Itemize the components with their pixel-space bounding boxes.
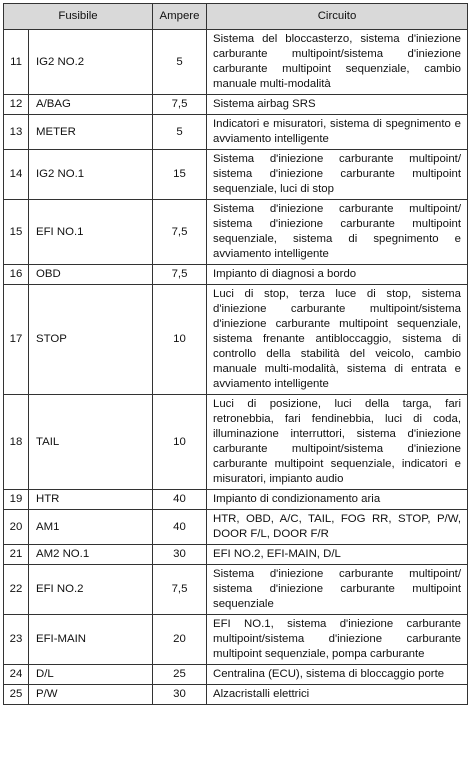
fuse-row [4, 395, 468, 490]
fuse-circuit: Indicatori e misuratori, sistema di spegnimento e avviamento intelligente [207, 115, 468, 150]
header-row [4, 4, 468, 30]
fuse-circuit: Centralina (ECU), sistema di bloccaggio porte [207, 665, 468, 685]
fuse-name: AM1 [29, 510, 153, 545]
fuse-row [4, 95, 468, 115]
fuse-number: 25 [4, 685, 29, 705]
fuse-ampere: 10 [153, 395, 207, 490]
header-ampere: Ampere [153, 4, 207, 30]
fuse-name: IG2 NO.2 [29, 30, 153, 95]
fuse-row [4, 30, 468, 95]
fuse-row [4, 665, 468, 685]
fuse-number: 11 [4, 30, 29, 95]
fuse-name: OBD [29, 265, 153, 285]
fuse-table-body [4, 30, 468, 705]
fuse-circuit: Sistema d'iniezione carburante multipoint/ sistema d'iniezione carburante multipoint sequenziale, sistema di spegnimento e avviamento intelligente [207, 200, 468, 265]
fuse-circuit: Sistema airbag SRS [207, 95, 468, 115]
fuse-circuit: Alzacristalli elettrici [207, 685, 468, 705]
fuse-ampere: 30 [153, 685, 207, 705]
fuse-row [4, 685, 468, 705]
fuse-number: 22 [4, 565, 29, 615]
fuse-ampere: 7,5 [153, 95, 207, 115]
fuse-circuit: Sistema d'iniezione carburante multipoint/ sistema d'iniezione carburante multipoint sequenziale [207, 565, 468, 615]
fuse-ampere: 40 [153, 510, 207, 545]
fuse-number: 14 [4, 150, 29, 200]
fuse-name: A/BAG [29, 95, 153, 115]
fuse-row [4, 265, 468, 285]
fuse-name: METER [29, 115, 153, 150]
fuse-name: HTR [29, 490, 153, 510]
fuse-number: 23 [4, 615, 29, 665]
fuse-ampere: 7,5 [153, 200, 207, 265]
fuse-number: 18 [4, 395, 29, 490]
fuse-name: P/W [29, 685, 153, 705]
fuse-circuit: Luci di posizione, luci della targa, fari retronebbia, fari fendinebbia, luci di coda, illuminazione interruttori, sistema d'iniezione carburante multipoint/sistema d'iniezione carburante multipoint sequenziale, indicatori e misuratori, impianto audio [207, 395, 468, 490]
fuse-number: 16 [4, 265, 29, 285]
fuse-ampere: 10 [153, 285, 207, 395]
fuse-circuit: EFI NO.1, sistema d'iniezione carburante multipoint/sistema d'iniezione carburante multipoint sequenziale, pompa carburante [207, 615, 468, 665]
fuse-ampere: 7,5 [153, 565, 207, 615]
fuse-row [4, 615, 468, 665]
fuse-row [4, 545, 468, 565]
fuse-name: EFI-MAIN [29, 615, 153, 665]
fuse-ampere: 40 [153, 490, 207, 510]
fuse-name: STOP [29, 285, 153, 395]
fuse-circuit: Impianto di diagnosi a bordo [207, 265, 468, 285]
fuse-row [4, 115, 468, 150]
fuse-number: 17 [4, 285, 29, 395]
fuse-row [4, 490, 468, 510]
fuse-ampere: 20 [153, 615, 207, 665]
fuse-name: IG2 NO.1 [29, 150, 153, 200]
fuse-ampere: 7,5 [153, 265, 207, 285]
fuse-row [4, 510, 468, 545]
fuse-circuit: HTR, OBD, A/C, TAIL, FOG RR, STOP, P/W, DOOR F/L, DOOR F/R [207, 510, 468, 545]
fuse-row [4, 285, 468, 395]
fuse-number: 21 [4, 545, 29, 565]
fuse-number: 19 [4, 490, 29, 510]
fuse-name: TAIL [29, 395, 153, 490]
fuse-name: EFI NO.1 [29, 200, 153, 265]
fuse-table [3, 3, 468, 705]
fuse-number: 20 [4, 510, 29, 545]
fuse-row [4, 200, 468, 265]
fuse-circuit: Sistema del bloccasterzo, sistema d'iniezione carburante multipoint/sistema d'iniezione carburante multipoint sequenziale, cambio manuale multi-modalità [207, 30, 468, 95]
fuse-circuit: Sistema d'iniezione carburante multipoint/ sistema d'iniezione carburante multipoint sequenziale, luci di stop [207, 150, 468, 200]
fuse-circuit: Impianto di condizionamento aria [207, 490, 468, 510]
fuse-row [4, 565, 468, 615]
fuse-ampere: 5 [153, 30, 207, 95]
fuse-name: AM2 NO.1 [29, 545, 153, 565]
fuse-number: 24 [4, 665, 29, 685]
fuse-name: D/L [29, 665, 153, 685]
fuse-ampere: 30 [153, 545, 207, 565]
fuse-number: 13 [4, 115, 29, 150]
header-circuito: Circuito [207, 4, 468, 30]
header-fusibile: Fusibile [4, 4, 153, 30]
fuse-ampere: 15 [153, 150, 207, 200]
fuse-name: EFI NO.2 [29, 565, 153, 615]
fuse-ampere: 5 [153, 115, 207, 150]
fuse-row [4, 150, 468, 200]
fuse-circuit: Luci di stop, terza luce di stop, sistema d'iniezione carburante multipoint/sistema d'iniezione carburante multipoint sequenziale, sistema frenante antibloccaggio, sistema di controllo della stabilità del veicolo, cambio manuale multi-modalità, sistema di entrata e avviamento intelligente [207, 285, 468, 395]
fuse-number: 12 [4, 95, 29, 115]
fuse-ampere: 25 [153, 665, 207, 685]
fuse-circuit: EFI NO.2, EFI-MAIN, D/L [207, 545, 468, 565]
fuse-number: 15 [4, 200, 29, 265]
